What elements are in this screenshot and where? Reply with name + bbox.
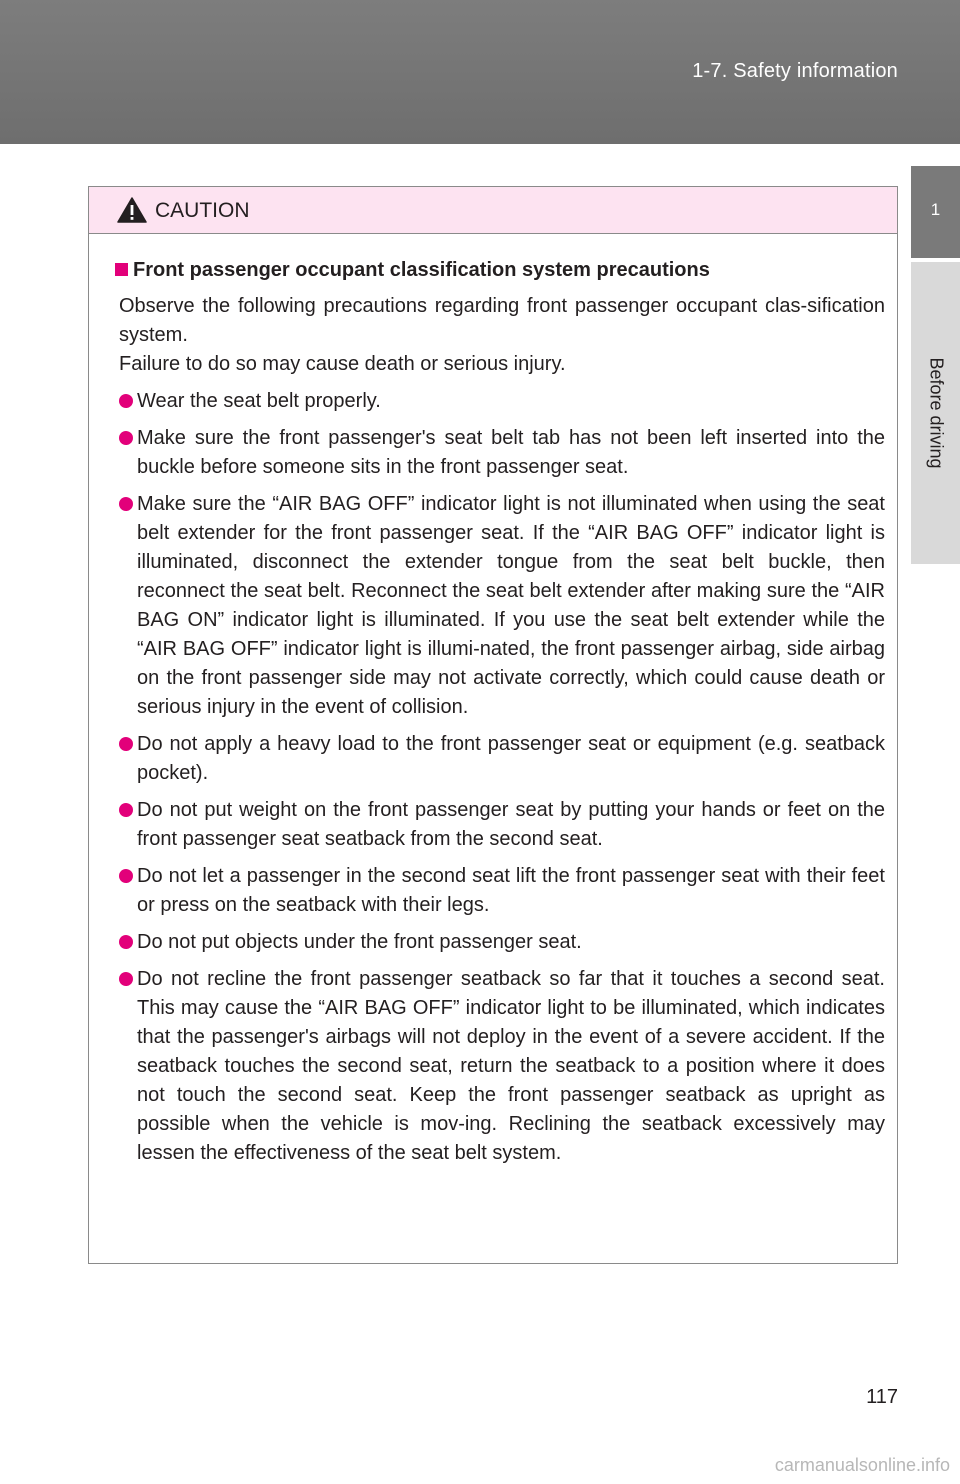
caution-heading: [115, 256, 885, 285]
round-bullet-icon: [119, 394, 133, 408]
list-item: [115, 490, 885, 722]
list-item-text: Do not apply a heavy load to the front passenger seat or equipment (e.g. seatback pocket).: [137, 733, 885, 784]
list-item-text: Do not recline the front passenger seatback so far that it touches a second seat. This may cause the “AIR BAG OFF” indicator light to be illuminated, which indicates that the passenger's airbags will not deploy in the event of a severe accident. If the seatback touches the second seat, return the seatback to a position where it does not touch the second seat. Keep the front passenger seatback as upright as possible when the vehicle is mov-ing. Reclining the seatback excessively may lessen the effectiveness of the seat belt system.: [137, 968, 885, 1164]
round-bullet-icon: [119, 935, 133, 949]
list-item: [115, 862, 885, 920]
round-bullet-icon: [119, 737, 133, 751]
list-item: [115, 965, 885, 1168]
caution-box: [88, 186, 898, 1264]
round-bullet-icon: [119, 972, 133, 986]
warning-triangle-icon: [117, 197, 147, 223]
caution-heading-text: Front passenger occupant classification system precautions: [133, 259, 710, 281]
caution-intro: [119, 292, 885, 379]
round-bullet-icon: [119, 803, 133, 817]
caution-title: CAUTION: [155, 199, 250, 222]
list-item-text: Do not let a passenger in the second seat lift the front passenger seat with their feet or press on the seatback with their legs.: [137, 865, 885, 916]
list-item: [115, 424, 885, 482]
list-item-text: Do not put objects under the front passenger seat.: [137, 931, 582, 953]
square-bullet-icon: [115, 263, 128, 276]
list-item-text: Make sure the front passenger's seat belt tab has not been left inserted into the buckle before someone sits in the front passenger seat.: [137, 427, 885, 478]
watermark[interactable]: carmanualsonline.info: [774, 1455, 950, 1475]
intro-line: Failure to do so may cause death or serious injury.: [119, 353, 566, 375]
list-item-text: Do not put weight on the front passenger seat by putting your hands or feet on the front passenger seat seatback from the second seat.: [137, 799, 885, 850]
precaution-list: [115, 387, 885, 1168]
caution-header: [89, 187, 897, 234]
list-item-text: Make sure the “AIR BAG OFF” indicator light is not illuminated when using the seat belt extender for the front passenger seat. If the “AIR BAG OFF” indicator light is illuminated, disconnect the extender tongue from the seat belt buckle, then reconnect the seat belt. Reconnect the seat belt extender after making sure the “AIR BAG ON” indicator light is illuminated. If you use the seat belt extender while the “AIR BAG OFF” indicator light is illumi-nated, the front passenger airbag, side airbag on the front passenger side may not activate correctly, which could cause death or serious injury in the event of collision.: [137, 493, 885, 718]
list-item-text: Wear the seat belt properly.: [137, 390, 381, 412]
intro-line: Observe the following precautions regarding front passenger occupant clas-sification system.: [119, 295, 885, 346]
chapter-number: 1: [930, 200, 941, 219]
header-band: [0, 0, 960, 144]
list-item: [115, 796, 885, 854]
list-item: [115, 387, 885, 416]
chapter-tab-label[interactable]: [911, 262, 960, 564]
page-number: 117: [866, 1386, 898, 1408]
list-item: [115, 928, 885, 957]
chapter-tab-number[interactable]: [911, 166, 960, 258]
list-item: [115, 730, 885, 788]
round-bullet-icon: [119, 431, 133, 445]
chapter-label: Before driving: [926, 357, 946, 469]
round-bullet-icon: [119, 869, 133, 883]
caution-body: [89, 234, 897, 1168]
section-title: 1-7. Safety information: [692, 60, 898, 82]
round-bullet-icon: [119, 497, 133, 511]
